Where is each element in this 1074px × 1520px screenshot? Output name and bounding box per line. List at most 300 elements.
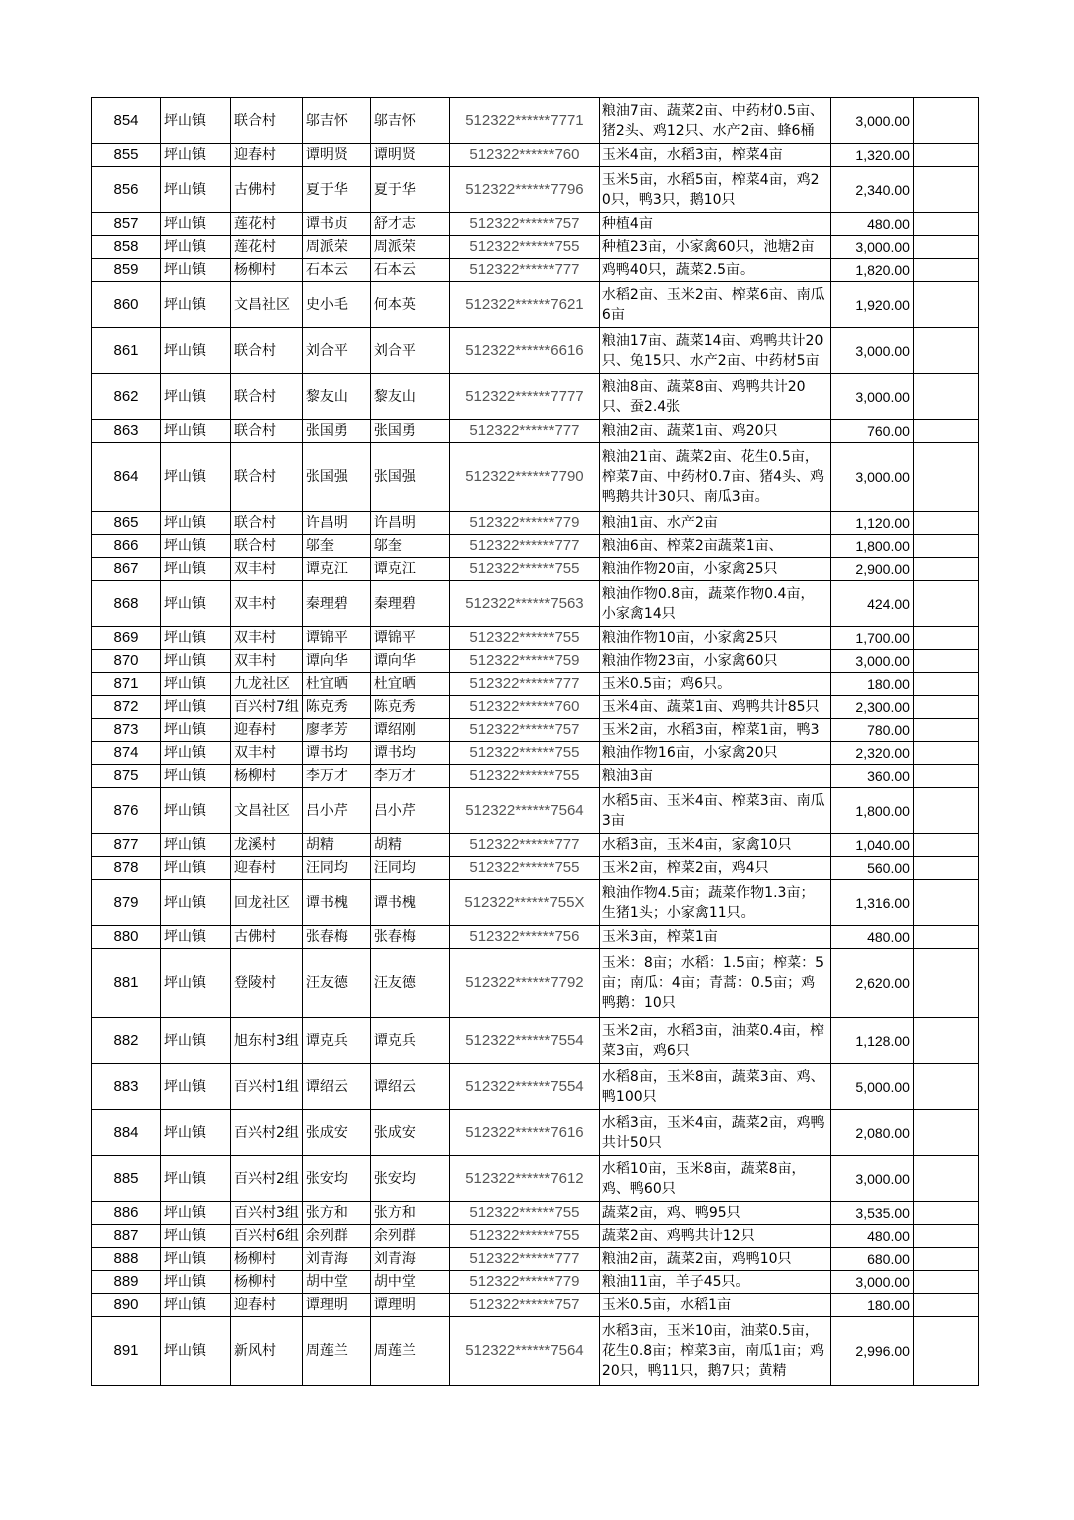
- row-number: 888: [92, 1248, 161, 1271]
- name-cell: 张春梅: [302, 926, 370, 949]
- payee-cell: 张安均: [370, 1156, 449, 1202]
- id-number-cell: 512322******777: [449, 1248, 599, 1271]
- village-cell: 文昌社区: [231, 282, 303, 328]
- table-row: [92, 535, 979, 558]
- table-row: [92, 949, 979, 1018]
- table-row: [92, 627, 979, 650]
- id-number-cell: 512322******777: [449, 259, 599, 282]
- description-cell: 粮油作物16亩，小家禽20只: [599, 742, 830, 765]
- row-number: 856: [92, 167, 161, 213]
- town-cell: 坪山镇: [161, 1294, 231, 1317]
- amount-cell: 360.00: [830, 765, 913, 788]
- row-number: 878: [92, 857, 161, 880]
- row-number: 868: [92, 581, 161, 627]
- description-cell: 粮油作物0.8亩，蔬菜作物0.4亩，小家禽14只: [599, 581, 830, 627]
- description-cell: 玉米5亩，水稻5亩，榨菜4亩，鸡20只，鸭3只，鹅10只: [599, 167, 830, 213]
- table-row: [92, 880, 979, 926]
- village-cell: 杨柳村: [231, 765, 303, 788]
- table-row: [92, 1202, 979, 1225]
- id-number-cell: 512322******760: [449, 696, 599, 719]
- payee-cell: 谭绍云: [370, 1064, 449, 1110]
- table-row: [92, 282, 979, 328]
- id-number-cell: 512322******7792: [449, 949, 599, 1018]
- remark-cell: [913, 512, 978, 535]
- id-number-cell: 512322******7790: [449, 443, 599, 512]
- name-cell: 谭向华: [302, 650, 370, 673]
- description-cell: 粮油作物10亩，小家禽25只: [599, 627, 830, 650]
- table-row: [92, 259, 979, 282]
- id-number-cell: 512322******777: [449, 673, 599, 696]
- amount-cell: 3,000.00: [830, 1271, 913, 1294]
- village-cell: 莲花村: [231, 213, 303, 236]
- id-number-cell: 512322******777: [449, 420, 599, 443]
- town-cell: 坪山镇: [161, 328, 231, 374]
- remark-cell: [913, 374, 978, 420]
- payee-cell: 谭克江: [370, 558, 449, 581]
- amount-cell: 180.00: [830, 1294, 913, 1317]
- remark-cell: [913, 535, 978, 558]
- description-cell: 水稻5亩、玉米4亩、榨菜3亩、南瓜3亩: [599, 788, 830, 834]
- town-cell: 坪山镇: [161, 558, 231, 581]
- row-number: 882: [92, 1018, 161, 1064]
- description-cell: 粮油8亩、蔬菜8亩、鸡鸭共计20只、蚕2.4张: [599, 374, 830, 420]
- id-number-cell: 512322******755: [449, 627, 599, 650]
- id-number-cell: 512322******757: [449, 213, 599, 236]
- row-number: 869: [92, 627, 161, 650]
- town-cell: 坪山镇: [161, 1271, 231, 1294]
- description-cell: 玉米2亩，榨菜2亩，鸡4只: [599, 857, 830, 880]
- remark-cell: [913, 420, 978, 443]
- row-number: 864: [92, 443, 161, 512]
- payee-cell: 胡中堂: [370, 1271, 449, 1294]
- remark-cell: [913, 236, 978, 259]
- table-row: [92, 1248, 979, 1271]
- description-cell: 粮油1亩、水产2亩: [599, 512, 830, 535]
- town-cell: 坪山镇: [161, 834, 231, 857]
- id-number-cell: 512322******755: [449, 1225, 599, 1248]
- row-number: 872: [92, 696, 161, 719]
- row-number: 854: [92, 98, 161, 144]
- remark-cell: [913, 581, 978, 627]
- row-number: 891: [92, 1317, 161, 1386]
- id-number-cell: 512322******756: [449, 926, 599, 949]
- id-number-cell: 512322******7564: [449, 1317, 599, 1386]
- id-number-cell: 512322******755: [449, 1202, 599, 1225]
- name-cell: 汪友德: [302, 949, 370, 1018]
- payee-cell: 张成安: [370, 1110, 449, 1156]
- id-number-cell: 512322******779: [449, 512, 599, 535]
- table-row: [92, 558, 979, 581]
- description-cell: 粮油3亩: [599, 765, 830, 788]
- village-cell: 文昌社区: [231, 788, 303, 834]
- town-cell: 坪山镇: [161, 1156, 231, 1202]
- amount-cell: 3,000.00: [830, 443, 913, 512]
- remark-cell: [913, 627, 978, 650]
- row-number: 880: [92, 926, 161, 949]
- row-number: 874: [92, 742, 161, 765]
- table-body: [92, 98, 979, 1386]
- town-cell: 坪山镇: [161, 765, 231, 788]
- id-number-cell: 512322******7621: [449, 282, 599, 328]
- description-cell: 玉米2亩，水稻3亩，油菜0.4亩，榨菜3亩，鸡6只: [599, 1018, 830, 1064]
- table-row: [92, 1156, 979, 1202]
- payee-cell: 陈克秀: [370, 696, 449, 719]
- town-cell: 坪山镇: [161, 535, 231, 558]
- amount-cell: 3,000.00: [830, 650, 913, 673]
- town-cell: 坪山镇: [161, 443, 231, 512]
- id-number-cell: 512322******755: [449, 742, 599, 765]
- town-cell: 坪山镇: [161, 98, 231, 144]
- name-cell: 杜宜晒: [302, 673, 370, 696]
- id-number-cell: 512322******755X: [449, 880, 599, 926]
- payee-cell: 谭明贤: [370, 144, 449, 167]
- id-number-cell: 512322******7612: [449, 1156, 599, 1202]
- remark-cell: [913, 857, 978, 880]
- amount-cell: 3,000.00: [830, 236, 913, 259]
- name-cell: 谭绍云: [302, 1064, 370, 1110]
- payee-cell: 周莲兰: [370, 1317, 449, 1386]
- payee-cell: 谭锦平: [370, 627, 449, 650]
- table-row: [92, 1018, 979, 1064]
- payee-cell: 杜宜晒: [370, 673, 449, 696]
- amount-cell: 2,996.00: [830, 1317, 913, 1386]
- village-cell: 百兴村6组: [231, 1225, 303, 1248]
- id-number-cell: 512322******7777: [449, 374, 599, 420]
- remark-cell: [913, 1225, 978, 1248]
- description-cell: 水稻3亩，玉米10亩，油菜0.5亩，花生0.8亩；榨菜3亩，南瓜1亩；鸡20只，鸭11只，鹅7只；黄精: [599, 1317, 830, 1386]
- payee-cell: 张春梅: [370, 926, 449, 949]
- name-cell: 李万才: [302, 765, 370, 788]
- payee-cell: 余列群: [370, 1225, 449, 1248]
- remark-cell: [913, 259, 978, 282]
- row-number: 863: [92, 420, 161, 443]
- remark-cell: [913, 650, 978, 673]
- id-number-cell: 512322******7616: [449, 1110, 599, 1156]
- name-cell: 史小毛: [302, 282, 370, 328]
- id-number-cell: 512322******757: [449, 1294, 599, 1317]
- remark-cell: [913, 1271, 978, 1294]
- name-cell: 夏于华: [302, 167, 370, 213]
- subsidy-table: [91, 97, 979, 1386]
- village-cell: 百兴村3组: [231, 1202, 303, 1225]
- table-row: [92, 742, 979, 765]
- amount-cell: 1,800.00: [830, 535, 913, 558]
- payee-cell: 秦理碧: [370, 581, 449, 627]
- town-cell: 坪山镇: [161, 1225, 231, 1248]
- table-row: [92, 98, 979, 144]
- payee-cell: 刘合平: [370, 328, 449, 374]
- row-number: 860: [92, 282, 161, 328]
- table-row: [92, 926, 979, 949]
- town-cell: 坪山镇: [161, 1064, 231, 1110]
- amount-cell: 3,535.00: [830, 1202, 913, 1225]
- payee-cell: 周派荣: [370, 236, 449, 259]
- remark-cell: [913, 1064, 978, 1110]
- name-cell: 陈克秀: [302, 696, 370, 719]
- village-cell: 九龙社区: [231, 673, 303, 696]
- town-cell: 坪山镇: [161, 949, 231, 1018]
- remark-cell: [913, 696, 978, 719]
- name-cell: 谭明贤: [302, 144, 370, 167]
- town-cell: 坪山镇: [161, 857, 231, 880]
- remark-cell: [913, 213, 978, 236]
- row-number: 886: [92, 1202, 161, 1225]
- table-row: [92, 1317, 979, 1386]
- name-cell: 谭锦平: [302, 627, 370, 650]
- amount-cell: 3,000.00: [830, 1156, 913, 1202]
- village-cell: 联合村: [231, 443, 303, 512]
- village-cell: 迎春村: [231, 1294, 303, 1317]
- table-row: [92, 512, 979, 535]
- description-cell: 种植23亩，小家禽60只，池塘2亩: [599, 236, 830, 259]
- village-cell: 联合村: [231, 535, 303, 558]
- row-number: 871: [92, 673, 161, 696]
- amount-cell: 1,128.00: [830, 1018, 913, 1064]
- village-cell: 迎春村: [231, 719, 303, 742]
- village-cell: 百兴村2组: [231, 1156, 303, 1202]
- id-number-cell: 512322******7796: [449, 167, 599, 213]
- table-row: [92, 1064, 979, 1110]
- amount-cell: 560.00: [830, 857, 913, 880]
- name-cell: 石本云: [302, 259, 370, 282]
- remark-cell: [913, 1110, 978, 1156]
- name-cell: 邬奎: [302, 535, 370, 558]
- amount-cell: 480.00: [830, 926, 913, 949]
- village-cell: 登陵村: [231, 949, 303, 1018]
- description-cell: 玉米4亩、蔬菜1亩、鸡鸭共计85只: [599, 696, 830, 719]
- amount-cell: 2,340.00: [830, 167, 913, 213]
- village-cell: 杨柳村: [231, 1248, 303, 1271]
- amount-cell: 2,300.00: [830, 696, 913, 719]
- description-cell: 粮油作物4.5亩；蔬菜作物1.3亩；生猪1头；小家禽11只。: [599, 880, 830, 926]
- table-row: [92, 328, 979, 374]
- row-number: 865: [92, 512, 161, 535]
- remark-cell: [913, 880, 978, 926]
- amount-cell: 180.00: [830, 673, 913, 696]
- name-cell: 张成安: [302, 1110, 370, 1156]
- row-number: 876: [92, 788, 161, 834]
- amount-cell: 2,080.00: [830, 1110, 913, 1156]
- id-number-cell: 512322******755: [449, 765, 599, 788]
- name-cell: 许昌明: [302, 512, 370, 535]
- town-cell: 坪山镇: [161, 926, 231, 949]
- id-number-cell: 512322******7564: [449, 788, 599, 834]
- town-cell: 坪山镇: [161, 1018, 231, 1064]
- amount-cell: 5,000.00: [830, 1064, 913, 1110]
- id-number-cell: 512322******777: [449, 535, 599, 558]
- remark-cell: [913, 949, 978, 1018]
- name-cell: 张安均: [302, 1156, 370, 1202]
- remark-cell: [913, 1248, 978, 1271]
- description-cell: 水稻3亩，玉米4亩，蔬菜2亩，鸡鸭共计50只: [599, 1110, 830, 1156]
- village-cell: 联合村: [231, 98, 303, 144]
- town-cell: 坪山镇: [161, 213, 231, 236]
- village-cell: 迎春村: [231, 857, 303, 880]
- table-row: [92, 1225, 979, 1248]
- id-number-cell: 512322******6616: [449, 328, 599, 374]
- description-cell: 粮油2亩，蔬菜2亩，鸡鸭10只: [599, 1248, 830, 1271]
- town-cell: 坪山镇: [161, 719, 231, 742]
- row-number: 858: [92, 236, 161, 259]
- description-cell: 粮油2亩、蔬菜1亩、鸡20只: [599, 420, 830, 443]
- table-row: [92, 443, 979, 512]
- remark-cell: [913, 1294, 978, 1317]
- village-cell: 百兴村1组: [231, 1064, 303, 1110]
- payee-cell: 邬奎: [370, 535, 449, 558]
- town-cell: 坪山镇: [161, 880, 231, 926]
- village-cell: 联合村: [231, 420, 303, 443]
- name-cell: 余列群: [302, 1225, 370, 1248]
- village-cell: 双丰村: [231, 650, 303, 673]
- table-row: [92, 834, 979, 857]
- payee-cell: 谭绍刚: [370, 719, 449, 742]
- description-cell: 玉米2亩，水稻3亩，榨菜1亩，鸭3: [599, 719, 830, 742]
- row-number: 861: [92, 328, 161, 374]
- id-number-cell: 512322******757: [449, 719, 599, 742]
- village-cell: 回龙社区: [231, 880, 303, 926]
- name-cell: 吕小芹: [302, 788, 370, 834]
- name-cell: 胡精: [302, 834, 370, 857]
- payee-cell: 汪同均: [370, 857, 449, 880]
- row-number: 887: [92, 1225, 161, 1248]
- name-cell: 谭克兵: [302, 1018, 370, 1064]
- amount-cell: 2,900.00: [830, 558, 913, 581]
- description-cell: 水稻2亩、玉米2亩、榨菜6亩、南瓜6亩: [599, 282, 830, 328]
- row-number: 890: [92, 1294, 161, 1317]
- name-cell: 谭克江: [302, 558, 370, 581]
- description-cell: 玉米0.5亩，水稻1亩: [599, 1294, 830, 1317]
- village-cell: 杨柳村: [231, 1271, 303, 1294]
- remark-cell: [913, 834, 978, 857]
- amount-cell: 480.00: [830, 213, 913, 236]
- name-cell: 周莲兰: [302, 1317, 370, 1386]
- payee-cell: 谭书槐: [370, 880, 449, 926]
- table-row: [92, 673, 979, 696]
- remark-cell: [913, 1317, 978, 1386]
- village-cell: 联合村: [231, 512, 303, 535]
- village-cell: 百兴村7组: [231, 696, 303, 719]
- name-cell: 胡中堂: [302, 1271, 370, 1294]
- name-cell: 刘合平: [302, 328, 370, 374]
- amount-cell: 1,320.00: [830, 144, 913, 167]
- row-number: 866: [92, 535, 161, 558]
- remark-cell: [913, 558, 978, 581]
- town-cell: 坪山镇: [161, 742, 231, 765]
- village-cell: 双丰村: [231, 581, 303, 627]
- row-number: 875: [92, 765, 161, 788]
- village-cell: 新风村: [231, 1317, 303, 1386]
- village-cell: 杨柳村: [231, 259, 303, 282]
- table-row: [92, 167, 979, 213]
- id-number-cell: 512322******777: [449, 834, 599, 857]
- payee-cell: 张国强: [370, 443, 449, 512]
- town-cell: 坪山镇: [161, 512, 231, 535]
- description-cell: 粮油17亩、蔬菜14亩、鸡鸭共计20只、兔15只、水产2亩、中药材5亩: [599, 328, 830, 374]
- amount-cell: 780.00: [830, 719, 913, 742]
- name-cell: 周派荣: [302, 236, 370, 259]
- description-cell: 玉米0.5亩；鸡6只。: [599, 673, 830, 696]
- village-cell: 龙溪村: [231, 834, 303, 857]
- payee-cell: 夏于华: [370, 167, 449, 213]
- remark-cell: [913, 926, 978, 949]
- payee-cell: 张国勇: [370, 420, 449, 443]
- row-number: 873: [92, 719, 161, 742]
- description-cell: 玉米4亩，水稻3亩，榨菜4亩: [599, 144, 830, 167]
- village-cell: 联合村: [231, 328, 303, 374]
- table-row: [92, 236, 979, 259]
- description-cell: 粮油21亩、蔬菜2亩、花生0.5亩，榨菜7亩、中药材0.7亩、猪4头、鸡鸭鹅共计30只、南瓜3亩。: [599, 443, 830, 512]
- remark-cell: [913, 1018, 978, 1064]
- town-cell: 坪山镇: [161, 420, 231, 443]
- description-cell: 粮油11亩，羊子45只。: [599, 1271, 830, 1294]
- village-cell: 莲花村: [231, 236, 303, 259]
- name-cell: 刘青海: [302, 1248, 370, 1271]
- amount-cell: 1,800.00: [830, 788, 913, 834]
- remark-cell: [913, 167, 978, 213]
- table-row: [92, 696, 979, 719]
- town-cell: 坪山镇: [161, 627, 231, 650]
- town-cell: 坪山镇: [161, 144, 231, 167]
- table-row: [92, 650, 979, 673]
- village-cell: 双丰村: [231, 627, 303, 650]
- row-number: 867: [92, 558, 161, 581]
- table-row: [92, 213, 979, 236]
- description-cell: 种植4亩: [599, 213, 830, 236]
- amount-cell: 1,316.00: [830, 880, 913, 926]
- payee-cell: 何本英: [370, 282, 449, 328]
- remark-cell: [913, 282, 978, 328]
- payee-cell: 张方和: [370, 1202, 449, 1225]
- description-cell: 水稻8亩，玉米8亩，蔬菜3亩、鸡、鸭100只: [599, 1064, 830, 1110]
- town-cell: 坪山镇: [161, 167, 231, 213]
- description-cell: 蔬菜2亩、鸡鸭共计12只: [599, 1225, 830, 1248]
- payee-cell: 胡精: [370, 834, 449, 857]
- town-cell: 坪山镇: [161, 1317, 231, 1386]
- name-cell: 张国强: [302, 443, 370, 512]
- village-cell: 百兴村2组: [231, 1110, 303, 1156]
- name-cell: 邬吉怀: [302, 98, 370, 144]
- town-cell: 坪山镇: [161, 282, 231, 328]
- description-cell: 粮油作物23亩，小家禽60只: [599, 650, 830, 673]
- table-row: [92, 420, 979, 443]
- id-number-cell: 512322******779: [449, 1271, 599, 1294]
- description-cell: 粮油作物20亩，小家禽25只: [599, 558, 830, 581]
- row-number: 859: [92, 259, 161, 282]
- remark-cell: [913, 443, 978, 512]
- amount-cell: 424.00: [830, 581, 913, 627]
- amount-cell: 760.00: [830, 420, 913, 443]
- town-cell: 坪山镇: [161, 374, 231, 420]
- town-cell: 坪山镇: [161, 236, 231, 259]
- row-number: 857: [92, 213, 161, 236]
- row-number: 870: [92, 650, 161, 673]
- table-row: [92, 788, 979, 834]
- row-number: 879: [92, 880, 161, 926]
- amount-cell: 2,620.00: [830, 949, 913, 1018]
- town-cell: 坪山镇: [161, 1248, 231, 1271]
- town-cell: 坪山镇: [161, 673, 231, 696]
- row-number: 883: [92, 1064, 161, 1110]
- payee-cell: 舒才志: [370, 213, 449, 236]
- name-cell: 汪同均: [302, 857, 370, 880]
- row-number: 885: [92, 1156, 161, 1202]
- amount-cell: 1,040.00: [830, 834, 913, 857]
- payee-cell: 汪友德: [370, 949, 449, 1018]
- amount-cell: 680.00: [830, 1248, 913, 1271]
- village-cell: 联合村: [231, 374, 303, 420]
- town-cell: 坪山镇: [161, 788, 231, 834]
- description-cell: 水稻3亩，玉米4亩，家禽10只: [599, 834, 830, 857]
